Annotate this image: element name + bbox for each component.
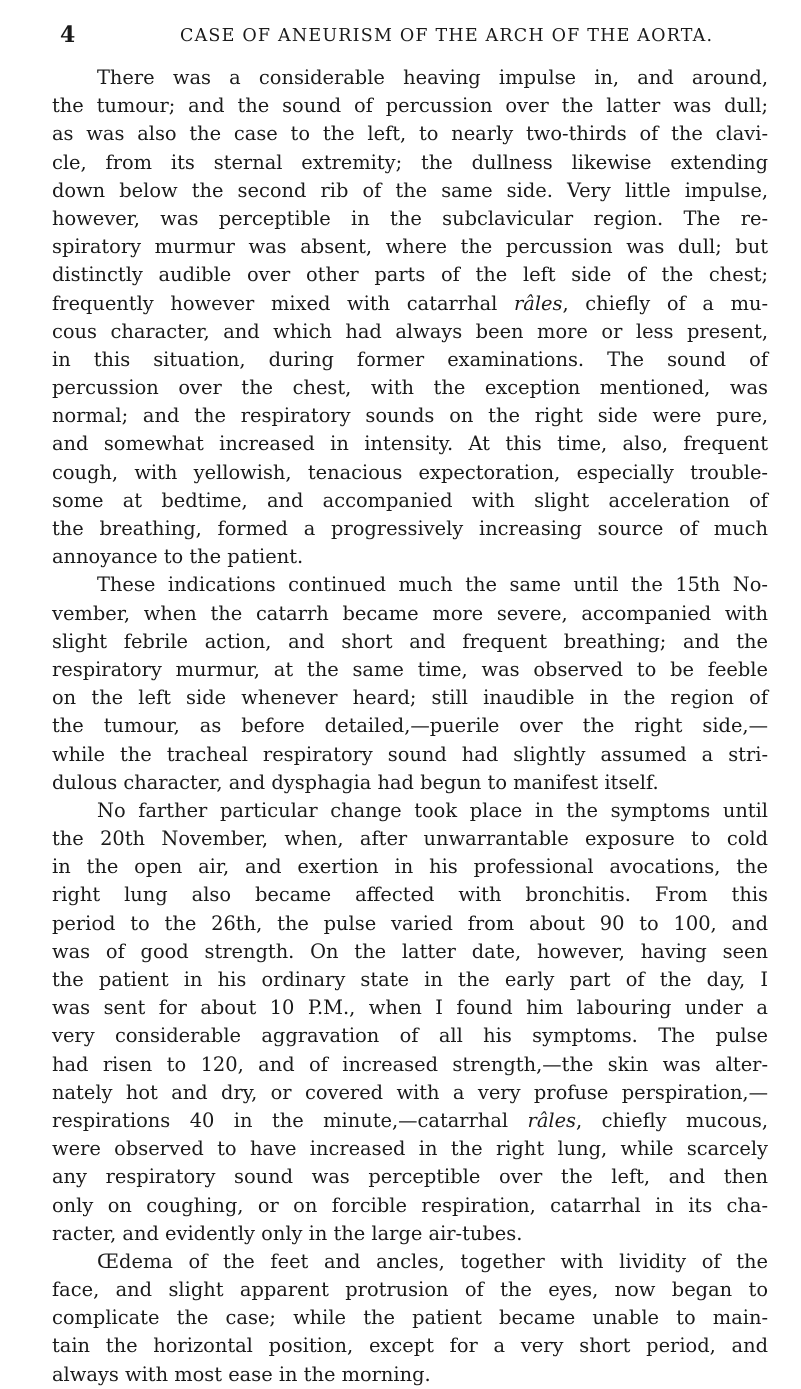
text-line — [52, 1276, 768, 1304]
text-line — [52, 487, 768, 515]
text-line-segment: was of good strength. On the latter date, however, having seen — [52, 939, 768, 963]
text-line-segment: as was also the case to the left, to nearly two-thirds of the clavi- — [52, 122, 768, 146]
text-line — [52, 430, 768, 458]
text-line-segment: frequently however mixed with catarrhal — [52, 291, 514, 315]
text-line — [52, 233, 768, 261]
text-line-segment: vember, when the catarrh became more severe, accompanied with — [52, 601, 768, 625]
text-line — [52, 374, 768, 402]
text-line-segment: very considerable aggravation of all his symptoms. The pulse — [52, 1024, 768, 1048]
text-line-segment: respiratory murmur, at the same time, was observed to be feeble — [52, 657, 768, 681]
text-line-segment: respirations 40 in the minute,—catarrhal — [52, 1108, 528, 1132]
text-line — [52, 881, 768, 909]
italic-term: râles — [514, 291, 563, 315]
text-line-segment: normal; and the respiratory sounds on the right side were pure, — [52, 404, 768, 428]
text-line-segment: was sent for about 10 P.M., when I found him labouring under a — [52, 996, 768, 1020]
text-line — [52, 290, 768, 318]
page-header — [60, 22, 740, 48]
text-line — [52, 177, 768, 205]
text-line-segment: racter, and evidently only in the large air-tubes. — [52, 1221, 523, 1245]
text-line — [52, 684, 768, 712]
text-line-segment: in this situation, during former examinations. The sound of — [52, 347, 768, 371]
text-line — [52, 1022, 768, 1050]
body-text — [52, 64, 768, 1389]
text-line-segment: the tumour; and the sound of percussion over the latter was dull; — [52, 94, 768, 118]
text-line-segment: on the left side whenever heard; still inaudible in the region of — [52, 686, 768, 710]
text-line-segment: , chiefly mucous, — [576, 1108, 768, 1132]
text-line-segment: the breathing, formed a progressively increasing source of much — [52, 517, 768, 540]
text-line — [52, 910, 768, 938]
text-line — [52, 656, 768, 684]
text-line-segment: There was a considerable heaving impulse in, and around, — [97, 66, 768, 89]
text-line — [52, 628, 768, 656]
text-line-segment: complicate the case; while the patient became unable to main- — [52, 1306, 768, 1330]
text-line — [52, 120, 768, 148]
text-line — [52, 1220, 768, 1248]
text-line-segment: the patient in his ordinary state in the early part of the day, I — [52, 968, 768, 991]
text-line-segment: , chiefly of a mu- — [562, 291, 768, 315]
text-line-segment: percussion over the chest, with the exception mentioned, was — [52, 376, 768, 400]
text-line-segment: Œdema of the feet and ancles, together with lividity of the — [97, 1249, 768, 1273]
text-line — [52, 1107, 768, 1135]
text-line — [52, 825, 768, 853]
text-line-segment: annoyance to the patient. — [52, 545, 304, 569]
text-line — [52, 571, 768, 599]
text-line — [52, 459, 768, 487]
page-number: 4 — [60, 22, 76, 48]
text-line-segment: any respiratory sound was perceptible over the left, and then — [52, 1165, 768, 1189]
text-line — [52, 1163, 768, 1191]
text-line — [52, 261, 768, 289]
text-line-segment: cle, from its sternal extremity; the dullness likewise extending — [52, 150, 768, 174]
text-line-segment: slight febrile action, and short and frequent breathing; and the — [52, 629, 768, 653]
text-line-segment: had risen to 120, and of increased strength,—the skin was alter- — [52, 1052, 768, 1076]
text-line — [52, 966, 768, 994]
italic-term: râles — [527, 1108, 577, 1132]
text-line-segment: These indications continued much the same until the 15th No- — [97, 573, 768, 597]
text-line-segment: spiratory murmur was absent, where the percussion was dull; but — [52, 235, 768, 259]
text-line-segment: dulous character, and dysphagia had begun to manifest itself. — [52, 770, 659, 794]
text-line — [52, 515, 768, 543]
text-line-segment: period to the 26th, the pulse varied from about 90 to 100, and — [52, 911, 768, 935]
text-line — [52, 149, 768, 177]
text-line — [52, 769, 768, 797]
text-line-segment: only on coughing, or on forcible respiration, catarrhal in its cha- — [52, 1193, 768, 1217]
text-line-segment: face, and slight apparent protrusion of the eyes, now began to — [52, 1278, 768, 1302]
text-line — [52, 600, 768, 628]
text-line — [52, 64, 768, 92]
text-line-segment: and somewhat increased in intensity. At this time, also, frequent — [52, 432, 768, 456]
text-line — [52, 1361, 768, 1389]
text-line-segment: No farther particular change took place in the symptoms until — [97, 798, 768, 822]
text-line-segment: in the open air, and exertion in his professional avocations, the — [52, 855, 768, 879]
text-line — [52, 346, 768, 374]
text-line-segment: tain the horizontal position, except for a very short period, and — [52, 1334, 768, 1358]
text-line — [52, 402, 768, 430]
text-line — [52, 205, 768, 233]
text-line — [52, 853, 768, 881]
text-line-segment: cous character, and which had always been more or less present, — [52, 319, 768, 343]
text-line-segment: nately hot and dry, or covered with a very profuse perspiration,— — [52, 1080, 768, 1104]
text-line — [52, 1304, 768, 1332]
text-line-segment: while the tracheal respiratory sound had slightly assumed a stri- — [52, 742, 768, 766]
text-line — [52, 712, 768, 740]
text-line — [52, 1248, 768, 1276]
text-line — [52, 1079, 768, 1107]
text-line-segment: cough, with yellowish, tenacious expectoration, especially trouble- — [52, 460, 768, 484]
text-line-segment: the tumour, as before detailed,—puerile over the right side,— — [52, 714, 768, 738]
text-line — [52, 92, 768, 120]
running-head: CASE OF ANEURISM OF THE ARCH OF THE AORTA. — [180, 26, 714, 46]
text-line-segment: the 20th November, when, after unwarrantable exposure to cold — [52, 827, 768, 851]
text-line — [52, 938, 768, 966]
text-line-segment: were observed to have increased in the right lung, while scarcely — [52, 1137, 768, 1161]
text-line — [52, 1135, 768, 1163]
text-line-segment: however, was perceptible in the subclavicular region. The re- — [52, 206, 768, 230]
text-line — [52, 1192, 768, 1220]
text-line — [52, 797, 768, 825]
text-line — [52, 1332, 768, 1360]
text-line — [52, 543, 768, 571]
text-line-segment: always with most ease in the morning. — [52, 1362, 431, 1386]
text-line-segment: right lung also became affected with bronchitis. From this — [52, 883, 768, 907]
text-line-segment: down below the second rib of the same side. Very little impulse, — [52, 178, 768, 202]
text-line — [52, 1051, 768, 1079]
text-line — [52, 994, 768, 1022]
text-line — [52, 741, 768, 769]
text-line-segment: some at bedtime, and accompanied with slight acceleration of — [52, 488, 768, 512]
text-line — [52, 318, 768, 346]
text-line-segment: distinctly audible over other parts of the left side of the chest; — [52, 263, 768, 287]
